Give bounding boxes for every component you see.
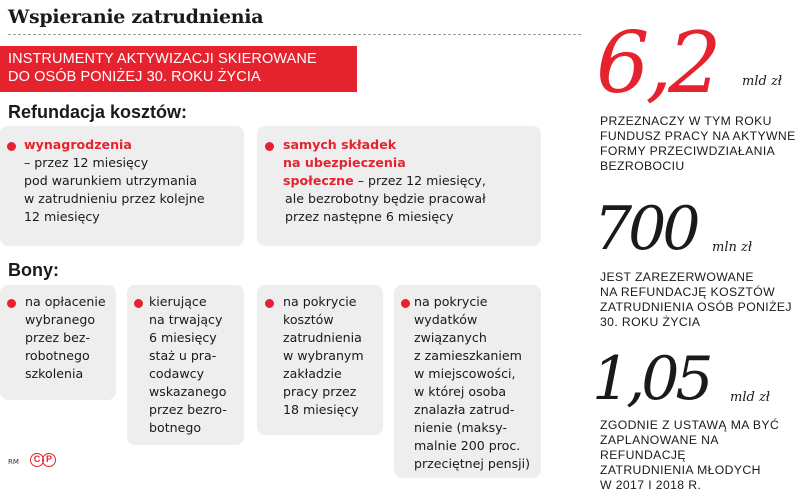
refund-item-bold: wynagrodzenia bbox=[24, 137, 132, 152]
stat-number-fund: 6,2 bbox=[596, 14, 718, 112]
stat-unit-planned: mld zł bbox=[730, 390, 771, 405]
divider bbox=[8, 34, 581, 35]
stat-desc-line: JEST ZAREZERWOWANE bbox=[600, 270, 754, 284]
voucher-card-training bbox=[0, 285, 116, 400]
refund-card-body bbox=[24, 154, 148, 172]
voucher-line: staż u pra- bbox=[149, 348, 217, 363]
stat-unit-fund: mld zł bbox=[742, 74, 783, 89]
stat-number-planned: 1,05 bbox=[592, 344, 710, 414]
bullet-icon bbox=[134, 299, 143, 308]
voucher-line: szkolenia bbox=[25, 366, 84, 381]
voucher-line: w wybranym bbox=[283, 348, 364, 363]
refund-card-salary bbox=[0, 126, 244, 246]
refund-card-body-2 bbox=[24, 172, 205, 226]
refund-card-text bbox=[283, 136, 486, 190]
refund-line: przez następne 6 miesięcy bbox=[285, 209, 454, 224]
stat-desc-line: ZATRUDNIENIA MŁODYCH bbox=[600, 463, 761, 477]
voucher-card-text bbox=[25, 293, 106, 383]
voucher-line: robotnego bbox=[25, 348, 90, 363]
section-banner bbox=[0, 46, 357, 92]
bullet-icon bbox=[265, 142, 274, 151]
publisher-logo-icon: P bbox=[42, 453, 56, 467]
voucher-line: zatrudnienia bbox=[283, 330, 362, 345]
bullet-icon bbox=[7, 299, 16, 308]
voucher-line: wskazanego bbox=[149, 384, 227, 399]
stat-desc-line: 30. ROKU ŻYCIA bbox=[600, 315, 701, 329]
stat-desc-fund bbox=[600, 114, 796, 174]
voucher-line: wybranego bbox=[25, 312, 96, 327]
voucher-line: zakładzie bbox=[283, 366, 342, 381]
voucher-card-text bbox=[283, 293, 364, 419]
refund-card-contributions bbox=[257, 126, 541, 246]
refund-card-text bbox=[24, 136, 132, 154]
voucher-line: kierujące bbox=[149, 294, 207, 309]
banner-line-2: DO OSÓB PONIŻEJ 30. ROKU ŻYCIA bbox=[8, 69, 261, 85]
voucher-line: nienie (maksy- bbox=[414, 420, 507, 435]
voucher-card-internship bbox=[127, 285, 244, 445]
voucher-line: na pokrycie bbox=[414, 294, 488, 309]
stat-desc-line: W 2017 I 2018 R. bbox=[600, 478, 702, 492]
refund-line: 12 miesięcy bbox=[24, 209, 100, 224]
voucher-line: przeciętnej pensji) bbox=[414, 456, 531, 471]
voucher-line: 6 miesięcy bbox=[149, 330, 217, 345]
voucher-line: na pokrycie bbox=[283, 294, 357, 309]
voucher-line: na opłacenie bbox=[25, 294, 106, 309]
refund-item-bold: na ubezpieczenia bbox=[283, 155, 406, 170]
refund-item-bold: samych składek bbox=[283, 137, 397, 152]
bullet-icon bbox=[401, 299, 410, 308]
voucher-card-housing bbox=[394, 285, 541, 478]
voucher-line: codawcy bbox=[149, 366, 205, 381]
voucher-line: znalazła zatrud- bbox=[414, 402, 515, 417]
voucher-card-text bbox=[149, 293, 227, 437]
bullet-icon bbox=[265, 299, 274, 308]
page-title: Wspieranie zatrudnienia bbox=[8, 6, 264, 28]
voucher-line: malnie 200 proc. bbox=[414, 438, 521, 453]
voucher-line: pracy przez bbox=[283, 384, 357, 399]
bullet-icon bbox=[7, 142, 16, 151]
stat-desc-line: BEZROBOCIU bbox=[600, 159, 685, 173]
stat-desc-line: ZATRUDNIENIA OSÓB PONIŻEJ bbox=[600, 300, 792, 314]
stat-desc-line: ZGODNIE Z USTAWĄ MA BYĆ bbox=[600, 418, 780, 432]
refund-mixed-line bbox=[283, 172, 486, 190]
voucher-line: na trwający bbox=[149, 312, 223, 327]
stat-desc-line: FORMY PRZECIWDZIAŁANIA bbox=[600, 144, 776, 158]
stat-desc-planned bbox=[600, 418, 802, 493]
refund-line: w zatrudnieniu przez kolejne bbox=[24, 191, 205, 206]
voucher-line: w miejscowości, bbox=[414, 366, 516, 381]
banner-line-1: INSTRUMENTY AKTYWIZACJI SKIEROWANE bbox=[8, 51, 317, 67]
voucher-card-text bbox=[414, 293, 530, 473]
voucher-line: kosztów bbox=[283, 312, 334, 327]
voucher-line: wydatków bbox=[414, 312, 478, 327]
refund-line: – przez 12 miesięcy bbox=[24, 155, 149, 170]
author-initials: RM bbox=[8, 458, 19, 466]
bony-heading: Bony: bbox=[8, 260, 59, 280]
voucher-line: przez bezro- bbox=[149, 402, 227, 417]
voucher-line: związanych bbox=[414, 330, 487, 345]
refund-card-body bbox=[285, 190, 486, 226]
stat-desc-line: PRZEZNACZY W TYM ROKU bbox=[600, 114, 772, 128]
stat-desc-reserved bbox=[600, 270, 792, 330]
stat-desc-line: ZAPLANOWANE NA REFUNDACJĘ bbox=[600, 433, 719, 462]
refundacja-heading: Refundacja kosztów: bbox=[8, 102, 188, 122]
refund-line: ale bezrobotny będzie pracował bbox=[285, 191, 486, 206]
refund-item-bold: społeczne bbox=[283, 173, 354, 188]
voucher-line: botnego bbox=[149, 420, 202, 435]
copyright-logo-icon: C bbox=[30, 453, 44, 467]
voucher-line: przez bez- bbox=[25, 330, 91, 345]
refund-line: – przez 12 miesięcy, bbox=[353, 173, 486, 188]
stat-desc-line: NA REFUNDACJĘ KOSZTÓW bbox=[600, 285, 775, 299]
voucher-card-employment bbox=[257, 285, 383, 435]
stat-number-reserved: 700 bbox=[594, 194, 697, 264]
refund-line: pod warunkiem utrzymania bbox=[24, 173, 198, 188]
stat-unit-reserved: mln zł bbox=[712, 240, 753, 255]
voucher-line: z zamieszkaniem bbox=[414, 348, 522, 363]
stat-desc-line: FUNDUSZ PRACY NA AKTYWNE bbox=[600, 129, 796, 143]
voucher-line: w której osoba bbox=[414, 384, 507, 399]
voucher-line: 18 miesięcy bbox=[283, 402, 359, 417]
